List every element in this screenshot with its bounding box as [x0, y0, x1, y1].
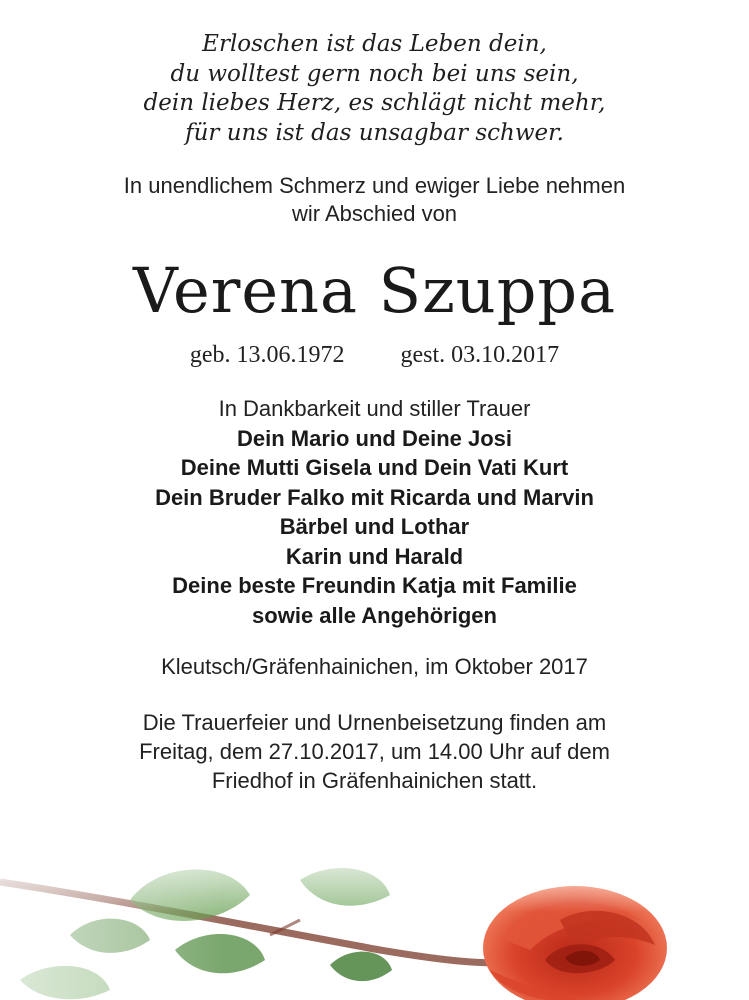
life-dates	[0, 340, 749, 370]
mourners-lead: In Dankbarkeit und stiller Trauer	[218, 396, 531, 421]
intro-line: In unendlichem Schmerz und ewiger Liebe nehmen	[123, 173, 626, 198]
mourner-line: Dein Bruder Falko mit Ricarda und Marvin	[155, 484, 594, 510]
poem	[0, 30, 749, 148]
mourner-line: Deine beste Freundin Katja mit Familie	[172, 573, 577, 598]
death-date: gest. 03.10.2017	[400, 342, 560, 368]
deceased-name: Verena Szuppa	[132, 254, 617, 327]
poem-line: du wolltest gern noch bei uns sein,	[170, 60, 579, 87]
intro-line: wir Abschied von	[291, 201, 458, 226]
mourner-line: sowie alle Angehörigen	[252, 602, 497, 628]
service-line: Friedhof in Gräfenhainichen statt.	[211, 768, 538, 793]
mourner-line: Deine Mutti Gisela und Dein Vati Kurt	[180, 455, 569, 480]
mourner-line: Bärbel und Lothar	[279, 514, 470, 539]
poem-line: für uns ist das unsagbar schwer.	[185, 119, 564, 146]
mourners-block	[0, 394, 749, 630]
mourner-line: Karin und Harald	[285, 543, 464, 569]
place-and-date: Kleutsch/Gräfenhainichen, im Oktober 2017	[161, 654, 588, 679]
birth-date: geb. 13.06.1972	[189, 342, 345, 368]
service-line: Freitag, dem 27.10.2017, um 14.00 Uhr auf dem	[139, 739, 610, 764]
intro-text	[0, 172, 749, 228]
rose-illustration	[0, 840, 749, 1000]
service-line: Die Trauerfeier und Urnenbeisetzung finden am	[142, 710, 607, 735]
poem-line: Erloschen ist das Leben dein,	[202, 31, 547, 57]
funeral-service-info	[0, 708, 749, 795]
poem-line: dein liebes Herz, es schlägt nicht mehr,	[143, 90, 606, 116]
mourner-line: Dein Mario und Deine Josi	[236, 425, 513, 451]
